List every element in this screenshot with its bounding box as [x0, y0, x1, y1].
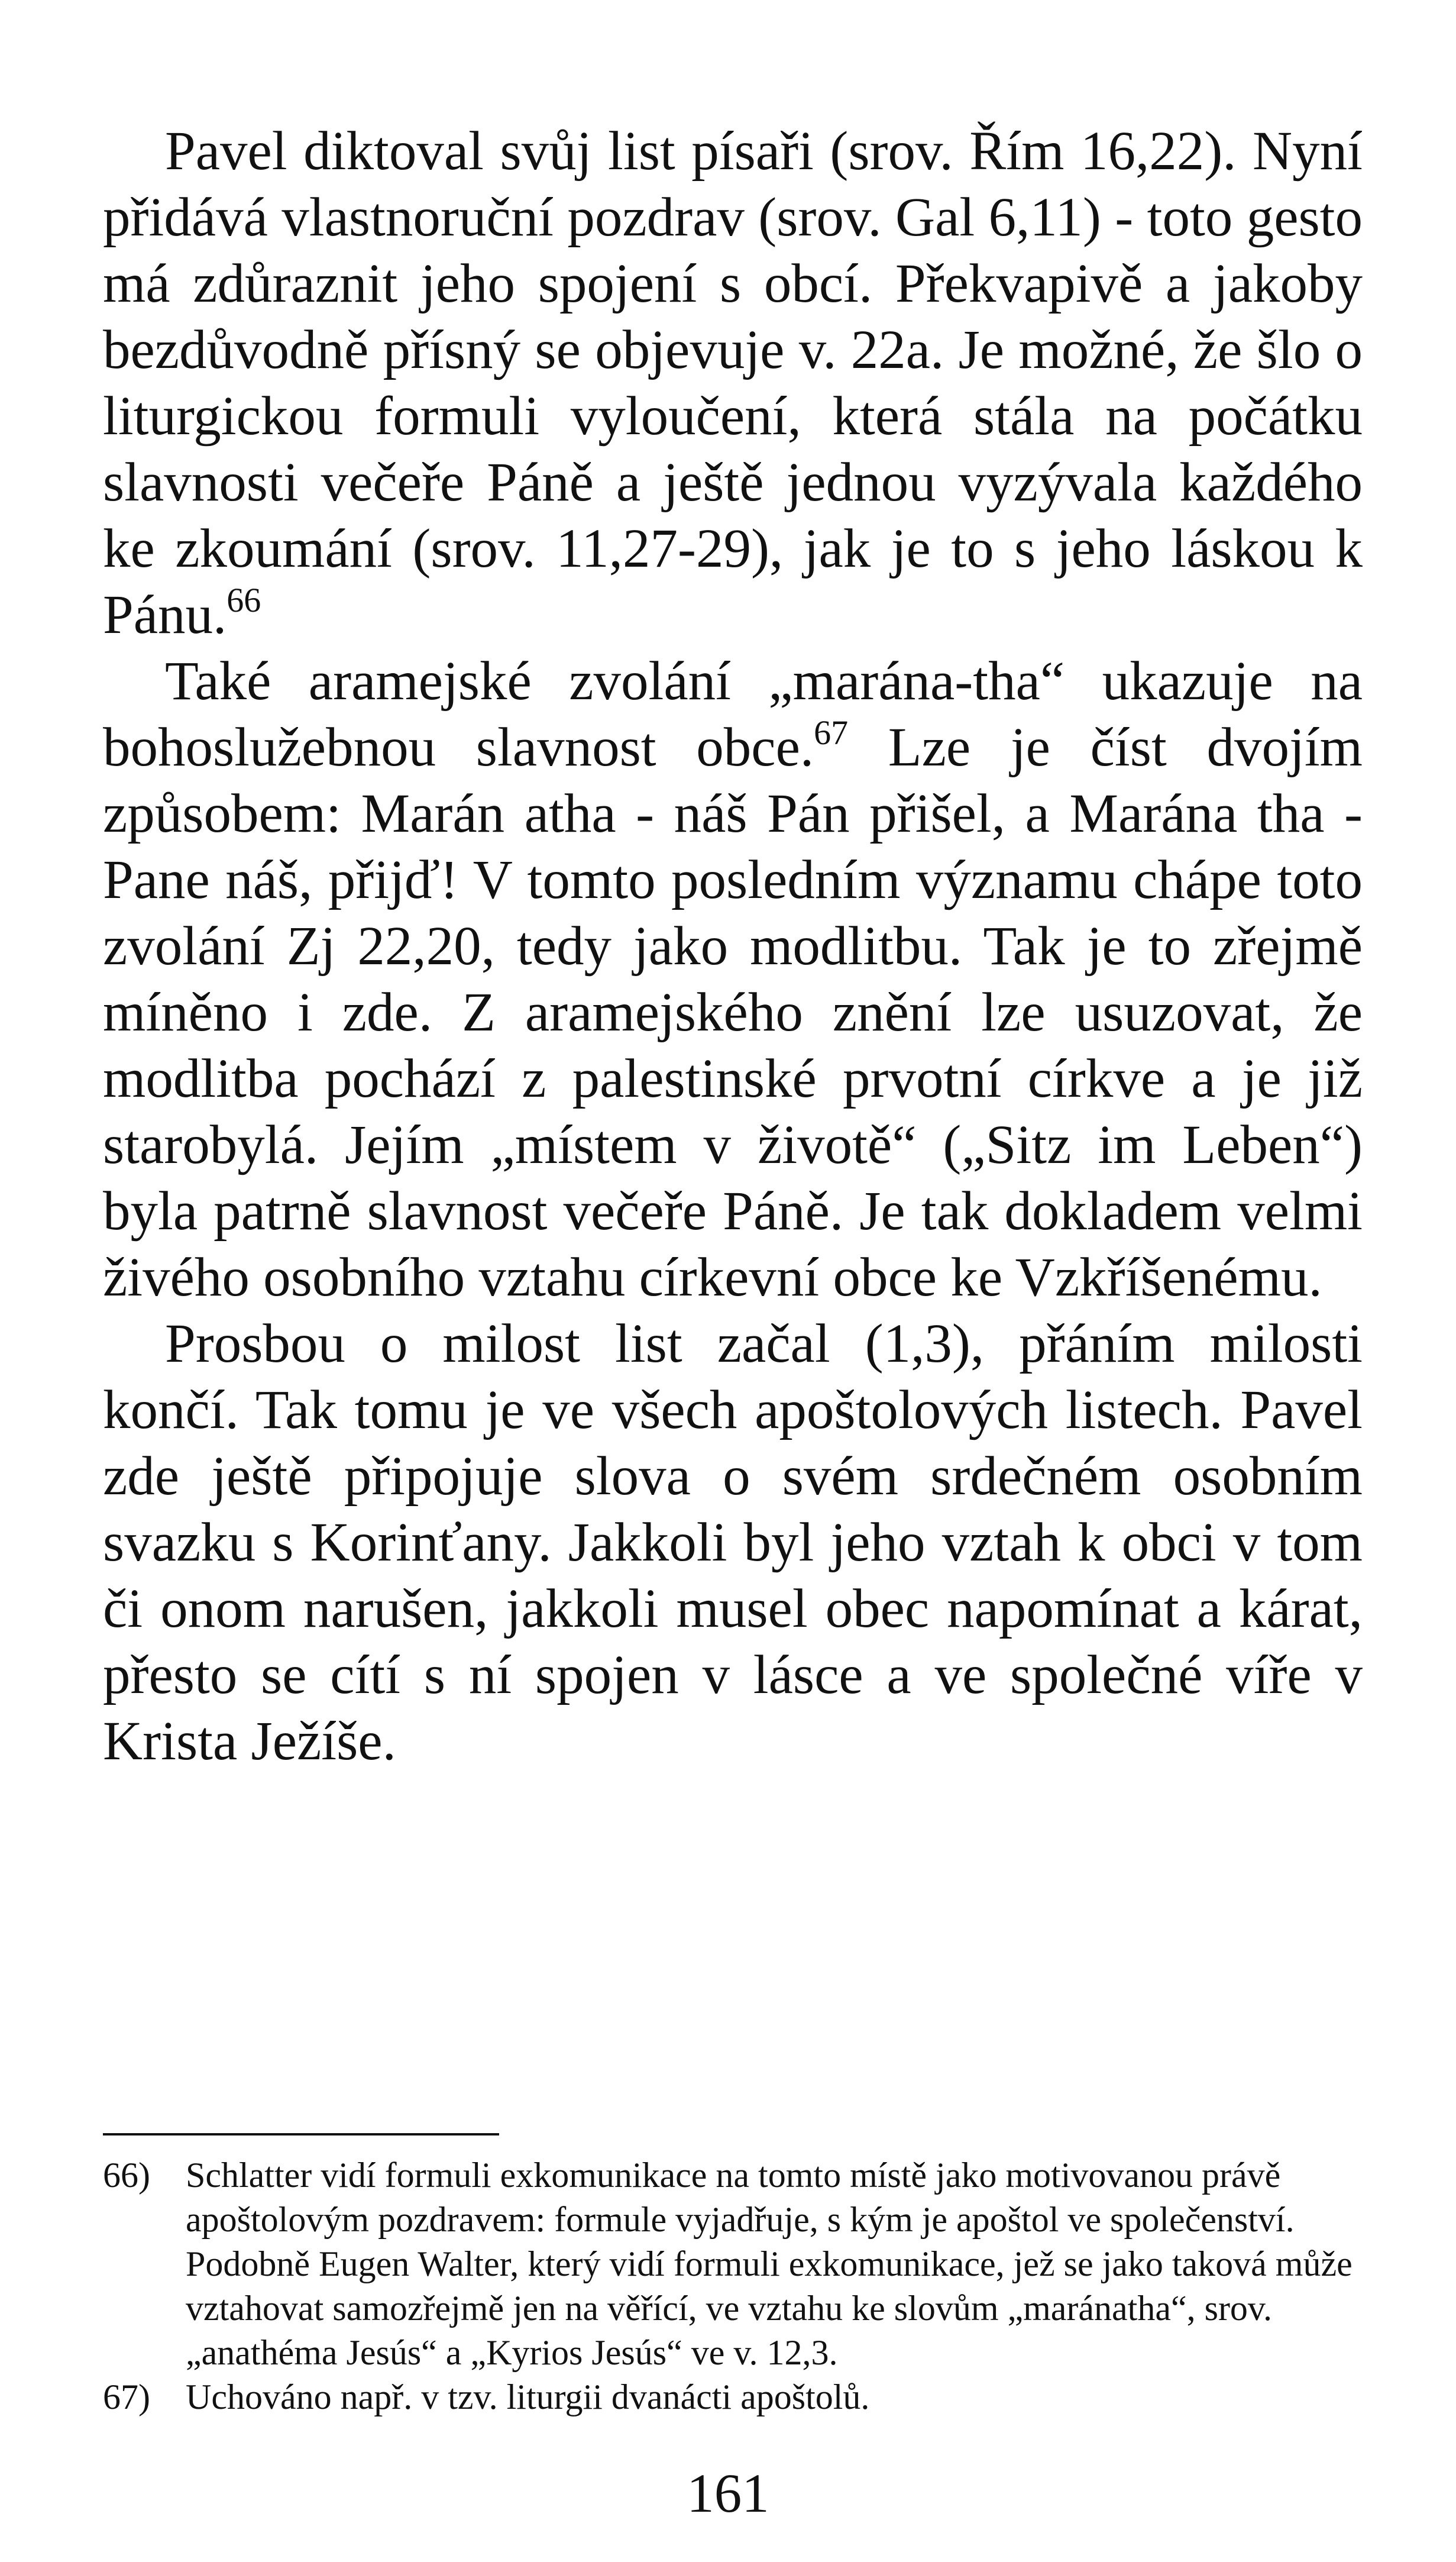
footnote-66: [103, 2153, 1363, 2375]
footnote-text: Uchováno např. v tzv. liturgii dvanácti apoštolů.: [186, 2377, 870, 2416]
main-text: [103, 118, 1363, 1775]
footnote-text: Schlatter vidí formuli exkomunikace na tomto místě jako motivovanou právě apoštolovým pozdravem: formule vyjadřuje, s kým je apoštol ve společenství. Podobně Eugen Walter, který vidí formuli exkomunikace, jež se jako taková může vztahovat samozřejmě jen na věřící, ve vztahu ke slovům „maránatha“, srov. „anathéma Jesús“ a „Kyrios Jesús“ ve v. 12,3.: [186, 2156, 1353, 2372]
footnote-number: 66): [103, 2156, 150, 2195]
paragraph-2-text-a: Také aramejské zvolání „marána-tha“ ukazuje na bohoslužebnou slavnost obce.: [103, 651, 1363, 778]
page-number: 161: [687, 2463, 769, 2524]
footnote-ref-66: 66: [227, 581, 261, 619]
paragraph-3-text: Prosbou o milost list začal (1,3), přáním milosti končí. Tak tomu je ve všech apoštolových listech. Pavel zde ještě připojuje slova o svém srdečném osobním svazku s Korinťany. Jakkoli byl jeho vztah k obci v tom či onom narušen, jakkoli musel obec napomínat a kárat, přesto se cítí s ní spojen v lásce a ve společné víře v Krista Ježíše.: [103, 1313, 1363, 1772]
footnotes: [103, 2153, 1363, 2419]
paragraph-2: [103, 648, 1363, 1311]
footnote-separator: [103, 2133, 499, 2135]
paragraph-1-text: Pavel diktoval svůj list písaři (srov. Řím 16,22). Nyní přidává vlastnoruční pozdrav (srov. Gal 6,11) - toto gesto má zdůraznit jeho spojení s obcí. Překvapivě a jakoby bezdůvodně přísný se objevuje v. 22a. Je možné, že šlo o liturgickou formuli vyloučení, která stála na počátku slavnosti večeře Páně a ještě jednou vyzývala každého ke zkoumání (srov. 11,27-29), jak je to s jeho láskou k Pánu.: [103, 121, 1363, 645]
paragraph-2-text-b: Lze je číst dvojím způsobem: Marán atha - náš Pán přišel, a Marána tha - Pane náš, přijď! V tomto posledním významu chápe toto zvolání Zj 22,20, tedy jako modlitbu. Tak je to zřejmě míněno i zde. Z aramejského znění lze usuzovat, že modlitba pochází z palestinské prvotní církve a je již starobylá. Jejím „místem v životě“ („Sitz im Leben“) byla patrně slavnost večeře Páně. Je tak dokladem velmi živého osobního vztahu církevní obce ke Vzkříšenému.: [103, 717, 1363, 1308]
paragraph-1: [103, 118, 1363, 648]
paragraph-3: [103, 1311, 1363, 1775]
footnote-number: 67): [103, 2377, 150, 2416]
footnote-ref-67: 67: [814, 713, 849, 752]
footnote-67: [103, 2375, 1363, 2419]
